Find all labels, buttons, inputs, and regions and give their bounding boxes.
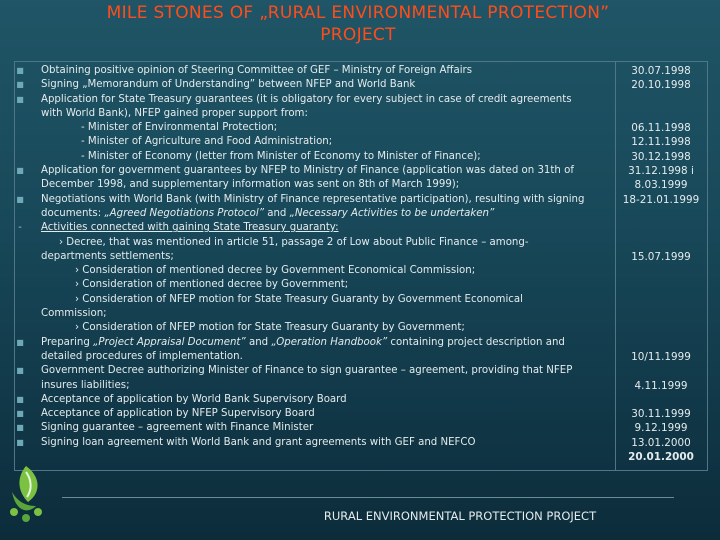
date-value: 30.12.1998 [631, 150, 691, 163]
date-value: 06.11.1998 [631, 122, 691, 135]
list-item: ■ Application for government guarantees by NFEP to Ministry of Finance (application was dated on 31th of December 1998, and supplementary information was sent on 8th of March 1999); [16, 165, 574, 191]
date-value: 20.10.1998 [631, 79, 691, 92]
title-line-1: MILE STONES OF „RURAL ENVIRONMENTAL PROTECTION” [106, 3, 610, 23]
sub-list-item: - Minister of Economy (letter from Minister of Economy to Minister of Finance); [81, 150, 481, 162]
sub-list-item: › Decree, that was mentioned in article 51, passage 2 of Low about Public Finance – among-departments settlements; [41, 236, 529, 262]
sub-list-item: › Consideration of mentioned decree by Government Economical Commission; [75, 265, 476, 277]
bullet-icon: ■ [16, 194, 24, 204]
milestones-table [14, 61, 708, 471]
dates-column [615, 64, 707, 464]
list-item: ■ Negotiations with World Bank (with Ministry of Finance representative participation), resulting with signing documents: „Agreed Negotiations Protocol” and „Necessary Activities to be undertaken” [16, 193, 585, 219]
list-item: - Activities connected with gaining State Treasury guaranty: [15, 221, 585, 235]
date-value: 30.07.1998 [631, 65, 691, 77]
sub-list-item: › Consideration of NFEP motion for State Treasury Guaranty by Government Economical Commission; [41, 293, 523, 320]
footer-divider [62, 497, 674, 498]
list-item: ■ Acceptance of application by NFEP Supervisory Board [15, 407, 585, 421]
date-spacer [615, 278, 707, 292]
bullet-icon: ■ [16, 409, 24, 419]
date-spacer [615, 93, 707, 107]
date-spacer [615, 393, 707, 407]
date-value: 15.07.1999 [631, 250, 691, 263]
date-spacer [615, 307, 707, 321]
list-item: ■ Signing „Memorandum of Understanding” between NFEP and World Bank [15, 78, 585, 92]
list-item: ■ Application for State Treasury guarantees (it is obligatory for every subject in case of credit agreements with World Bank), NFEP gained proper support from: [16, 93, 572, 119]
sub-list-item: › Consideration of NFEP motion for State Treasury Guaranty by Government; [75, 322, 465, 334]
bullet-icon: ■ [16, 423, 24, 433]
slide-title [0, 2, 716, 46]
date-spacer [615, 221, 707, 235]
date-spacer [615, 207, 707, 221]
date-spacer [615, 321, 707, 335]
milestones-list [15, 64, 585, 450]
bullet-icon: ■ [16, 366, 24, 376]
sub-list-item: › Consideration of mentioned decree by Government; [75, 279, 349, 291]
footer-text: RURAL ENVIRONMENTAL PROTECTION PROJECT [323, 509, 597, 523]
date-value: 8.03.1999 [634, 179, 688, 192]
date-spacer [615, 236, 707, 250]
date-value: 30.11.1999 [631, 408, 691, 421]
bullet-icon: ■ [16, 337, 24, 347]
date-value: 12.11.1998 [631, 136, 691, 149]
bullet-icon: ■ [16, 94, 24, 104]
date-value: 31.12.1998 i [628, 165, 694, 178]
bullet-icon: ■ [16, 80, 24, 90]
date-value: 20.01.2000 [628, 451, 694, 464]
list-item: ■ Signing guarantee – agreement with Finance Minister [15, 421, 585, 435]
list-item: ■ Government Decree authorizing Minister of Finance to sign guarantee – agreement, providing that NFEP insures liabilities; [16, 365, 573, 391]
date-spacer [615, 336, 707, 350]
bullet-icon: ■ [16, 394, 24, 404]
date-value: 10/11.1999 [631, 350, 691, 363]
bullet-icon: ■ [16, 66, 24, 75]
date-spacer [615, 293, 707, 307]
date-spacer [615, 264, 707, 278]
sub-list-item: - Minister of Environmental Protection; [81, 122, 278, 134]
dash-icon: - [18, 222, 22, 234]
bullet-icon: ■ [16, 166, 24, 176]
date-value: 18-21.01.1999 [622, 193, 700, 206]
date-spacer [615, 107, 707, 121]
sub-list-item: - Minister of Agriculture and Food Administration; [81, 136, 333, 148]
bullet-icon: ■ [16, 437, 24, 447]
list-item: ■ Signing loan agreement with World Bank and grant agreements with GEF and NEFCO [15, 436, 585, 450]
list-item: ■ Preparing „Project Appraisal Document” and „Operation Handbook” containing project description and detailed procedures of implementation. [16, 336, 565, 362]
date-value: 4.11.1999 [634, 379, 688, 392]
list-item: ■ Acceptance of application by World Bank Supervisory Board [15, 393, 585, 407]
title-line-2: PROJECT [320, 25, 396, 45]
date-value: 13.01.2000 [631, 436, 691, 449]
list-item: ■ Obtaining positive opinion of Steering Committee of GEF – Ministry of Foreign Affairs [15, 64, 585, 78]
leaf-logo-icon [6, 462, 46, 526]
date-value: 9.12.1999 [634, 422, 688, 435]
date-spacer [615, 364, 707, 378]
